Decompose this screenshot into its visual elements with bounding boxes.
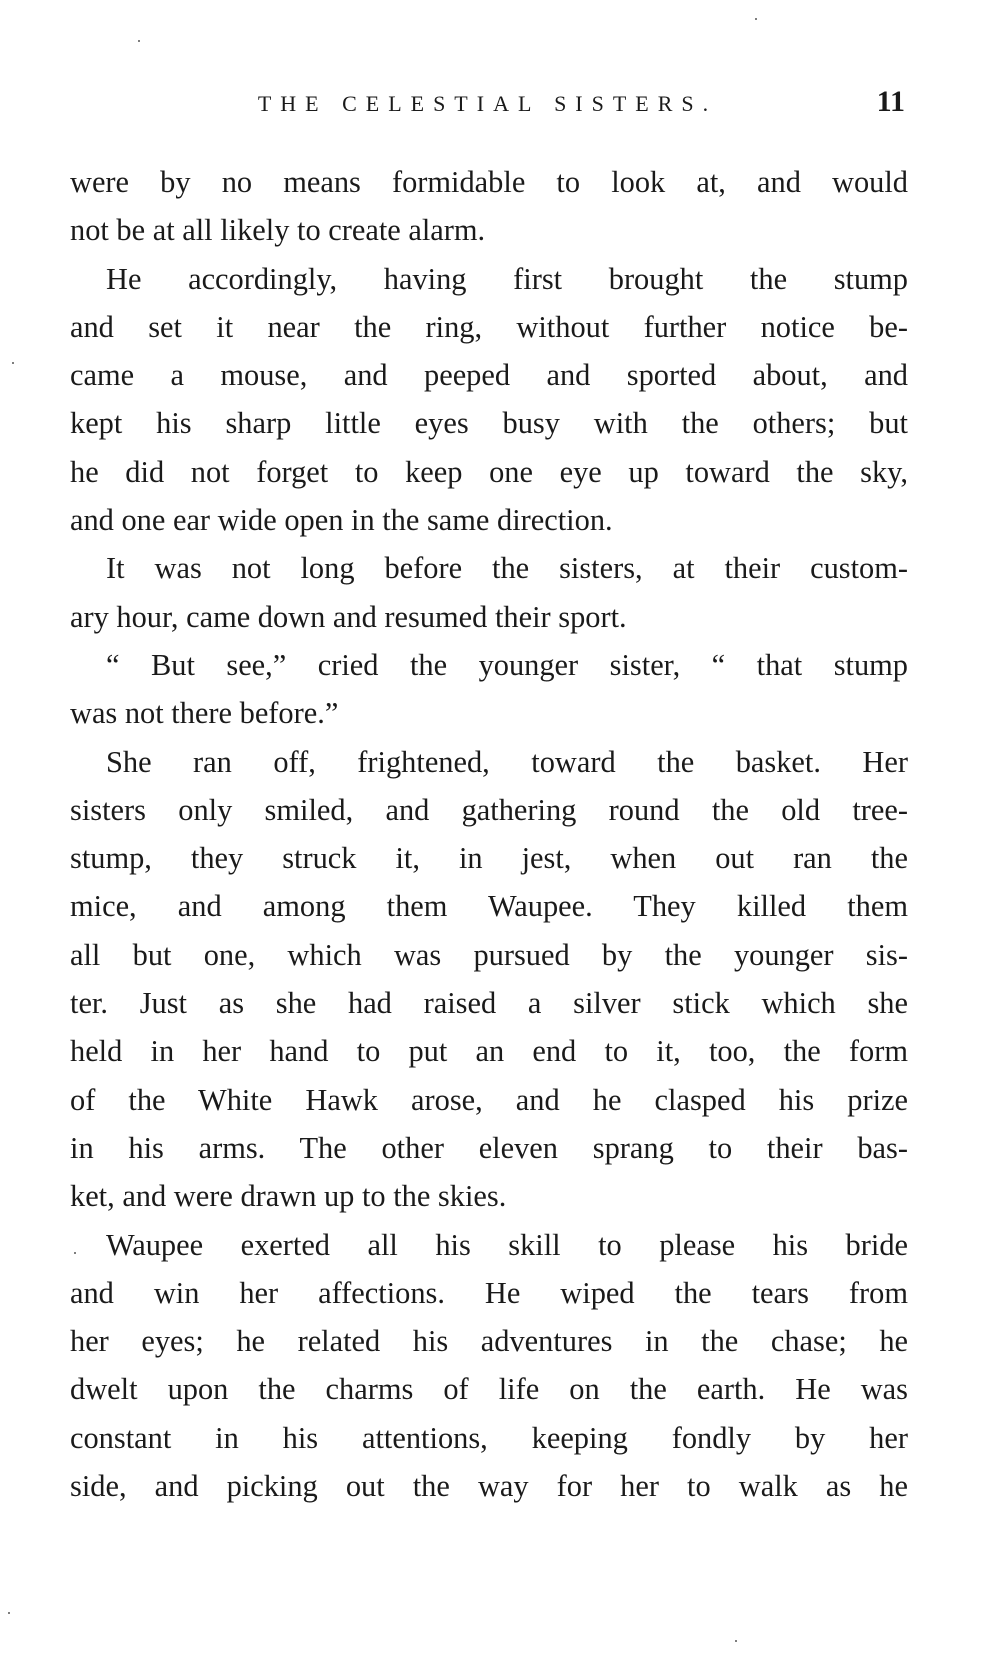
body-text (70, 158, 908, 1510)
text-line: “ But see,” cried the younger sister, “ that stump (106, 647, 908, 682)
paper-speck (735, 1640, 737, 1642)
text-line: She ran off, frightened, toward the basket. Her (106, 744, 908, 779)
text-line: He accordingly, having first brought the stump (106, 261, 908, 296)
running-title: THE CELESTIAL SISTERS. (257, 91, 718, 116)
text-line: were by no means formidable to look at, and would (70, 165, 908, 199)
text-line: came a mouse, and peeped and sported about, and (70, 358, 908, 393)
text-line: ter. Just as she had raised a silver stick which she (70, 986, 908, 1021)
text-line: stump, they struck it, in jest, when out ran the (70, 841, 908, 876)
paper-speck (12, 362, 14, 364)
text-line: sisters only smiled, and gathering round the old tree- (70, 792, 908, 827)
text-line: ket, and were drawn up to the skies. (70, 1179, 507, 1214)
text-line: It was not long before the sisters, at their custom- (106, 551, 908, 586)
text-line: constant in his attentions, keeping fondly by her (70, 1420, 908, 1455)
page-number: 11 (876, 85, 905, 118)
text-line: side, and picking out the way for her to walk as he (70, 1469, 908, 1504)
text-line: was not there before.” (70, 696, 339, 731)
text-line: and set it near the ring, without further notice be- (70, 309, 908, 344)
paper-speck (8, 1612, 10, 1614)
text-line: and win her affections. He wiped the tears from (70, 1275, 908, 1310)
paper-speck (74, 1252, 76, 1254)
text-line: Waupee exerted all his skill to please his bride (106, 1227, 908, 1262)
page-header (70, 85, 905, 125)
text-line: held in her hand to put an end to it, too, the form (70, 1034, 908, 1069)
text-line: not be at all likely to create alarm. (70, 213, 486, 248)
text-line: of the White Hawk arose, and he clasped his prize (70, 1082, 908, 1117)
text-line: her eyes; he related his adventures in the chase; he (70, 1324, 908, 1359)
text-line: mice, and among them Waupee. They killed them (70, 889, 908, 924)
text-line: he did not forget to keep one eye up toward the sky, (70, 454, 908, 489)
text-line: and one ear wide open in the same direction. (70, 503, 613, 538)
text-line: all but one, which was pursued by the younger sis- (70, 937, 908, 972)
text-line: ary hour, came down and resumed their sport. (70, 599, 627, 634)
text-line: dwelt upon the charms of life on the earth. He was (70, 1372, 908, 1407)
text-line: kept his sharp little eyes busy with the others; but (70, 406, 908, 441)
text-line: in his arms. The other eleven sprang to their bas- (70, 1130, 908, 1165)
paper-speck (755, 18, 757, 20)
paper-speck (138, 40, 140, 42)
